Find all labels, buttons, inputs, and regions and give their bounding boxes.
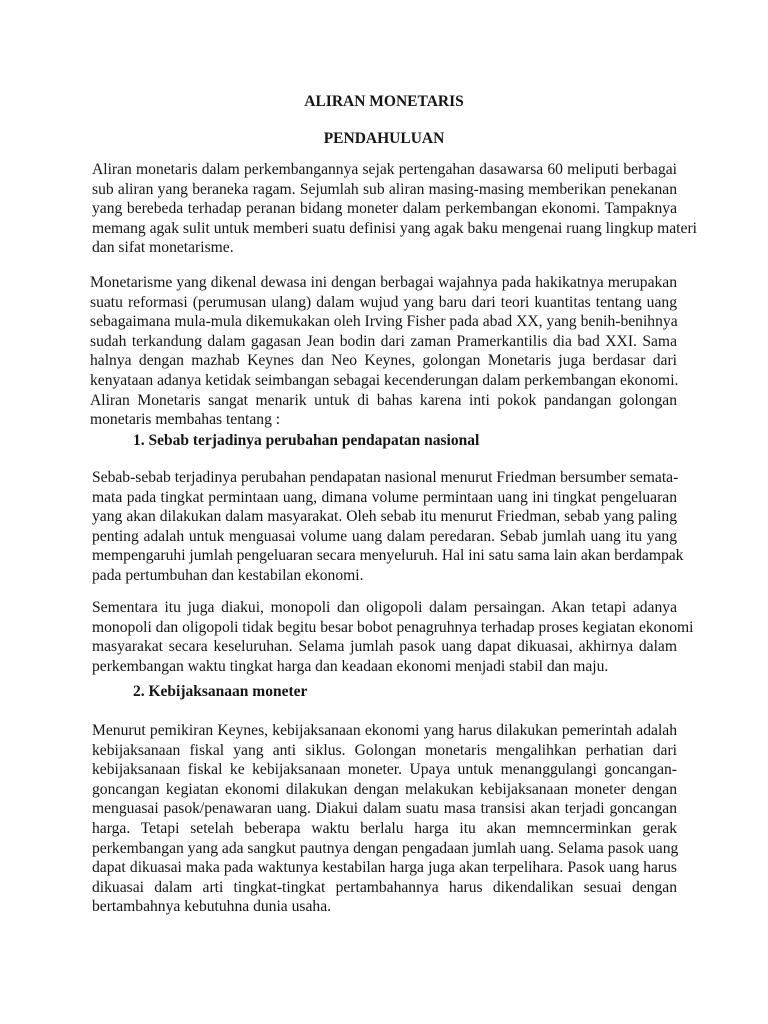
paragraph (92, 598, 694, 676)
text-line: perkembangan waktu tingkat harga dan keadaan ekonomi menjadi stabil dan maju. (92, 657, 609, 675)
paragraph (92, 721, 677, 917)
text-line: kenyataan adanya ketidak seimbangan sebagai kecenderungan dalam perkembangan ekonomi. (90, 371, 679, 389)
paragraph (92, 160, 697, 258)
text-line: halnya dengan mazhab Keynes dan Neo Keynes, golongan Monetaris juga berdasar dari (90, 352, 677, 370)
text-line: kebijaksanaan fiskal ke kebijaksanaan moneter. Upaya untuk menanggulangi goncangan- (92, 761, 677, 779)
text-line: bertambahnya kebutuhna dunia usaha. (92, 898, 332, 916)
text-line: Sebab-sebab terjadinya perubahan pendapatan nasional menurut Friedman bersumber semata- (92, 469, 679, 486)
text-line: kebijaksanaan fiskal yang anti siklus. Golongan monetaris mengalihkan perhatian dari (92, 741, 677, 759)
text-line: sebagaimana mula-mula dikemukakan oleh Irving Fisher pada abad XX, yang benih-benihnya (90, 313, 678, 331)
section-title: PENDAHULUAN (323, 130, 445, 147)
text-line: monopoli dan oligopoli tidak begitu besar bobot penagruhnya terhadap proses kegiatan ekonomi (92, 618, 694, 636)
text-line: masyarakat secara keseluruhan. Selama jumlah pasok uang dapat dikuasai, akhirnya dalam (92, 638, 677, 656)
paragraph (92, 468, 684, 586)
heading-1: 1. Sebab terjadinya perubahan pendapatan nasional (133, 432, 480, 449)
text-line: monetaris membahas tentang : (90, 411, 281, 429)
text-line: suatu reformasi (perumusan ulang) dalam wujud yang baru dari teori kuantitas tentang uang (90, 293, 677, 311)
text-line: sudah terkandung dalam gagasan Jean bodin dari zaman Pramerkantilis dia bad XXI. Sama (90, 332, 677, 350)
paragraph (90, 273, 677, 430)
text-line: goncangan kegiatan ekonomi dilakukan dengan melakukan kebijaksanaan moneter dengan (92, 780, 677, 798)
text-line: memang agak sulit untuk memberi suatu definisi yang agak baku mengenai ruang lingkup materi (92, 219, 697, 237)
text-line: perkembangan yang ada sangkut pautnya dengan pengadaan jumlah uang. Selama pasok uang (92, 839, 679, 857)
text-line: harga. Tetapi setelah beberapa waktu berlalu harga itu akan memncerminkan gerak (92, 819, 677, 837)
text-line: dan sifat monetarisme. (92, 239, 234, 257)
text-line: dikuasai dalam arti tingkat-tingkat pertambahannya harus dikendalikan sesuai dengan (92, 878, 677, 896)
text-line: menguasai pasok/penawaran uang. Diakui dalam suatu masa transisi akan terjadi goncangan (92, 800, 677, 818)
text-line: sub aliran yang beraneka ragam. Sejumlah sub aliran masing-masing memberikan penekanan (92, 180, 677, 198)
text-line: penting adalah untuk menguasai volume uang dalam peredaran. Sebab jumlah uang itu yang (92, 527, 677, 545)
text-line: dapat dikuasai maka pada waktunya kestabilan harga juga akan terpelihara. Pasok uang harus (92, 859, 677, 877)
text-line: Sementara itu juga diakui, monopoli dan oligopoli dalam persaingan. Akan tetapi adanya (92, 599, 677, 616)
text-line: pada pertumbuhan dan kestabilan ekonomi. (92, 566, 364, 584)
text-line: Monetarisme yang dikenal dewasa ini dengan berbagai wajahnya pada hakikatnya merupakan (90, 274, 677, 291)
document-title: ALIRAN MONETARIS (304, 93, 464, 110)
text-line: yang akan dilakukan dalam masyarakat. Oleh sebab itu menurut Friedman, sebab yang paling (92, 508, 677, 526)
text-line: yang berebeda terhadap peranan bidang moneter dalam perkembangan ekonomi. Tampaknya (92, 200, 677, 218)
text-line: Aliran Monetaris sangat menarik untuk di bahas karena inti pokok pandangan golongan (90, 391, 677, 409)
text-line: Menurut pemikiran Keynes, kebijaksanaan ekonomi yang harus dilakukan pemerintah adalah (92, 722, 677, 739)
text-line: mempengaruhi jumlah pengeluaran secara menyeluruh. Hal ini satu sama lain akan berdampak (92, 547, 684, 565)
heading-2: 2. Kebijaksanaan moneter (133, 683, 308, 700)
text-line: mata pada tingkat permintaan uang, dimana volume permintaan uang ini tingkat pengeluaran (92, 488, 677, 506)
text-line: Aliran monetaris dalam perkembangannya sejak pertengahan dasawarsa 60 meliputi berbagai (92, 161, 677, 178)
